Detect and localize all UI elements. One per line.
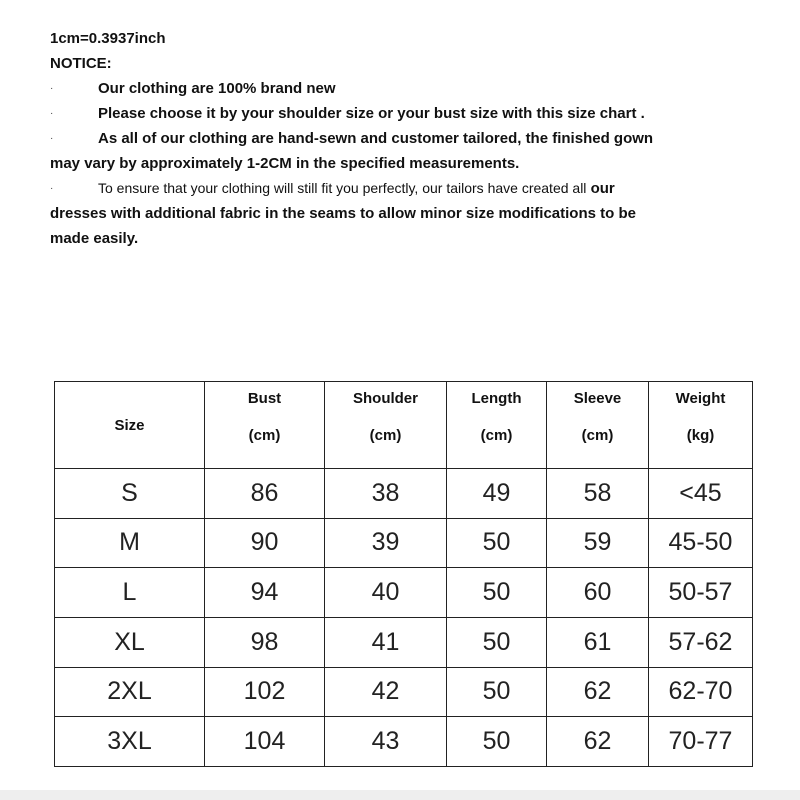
cell-bust: 90 [205, 518, 325, 568]
column-unit: (cm) [581, 427, 614, 444]
column-name: Weight [675, 390, 726, 407]
column-header-shoulder [325, 382, 447, 469]
cell-size: XL [55, 617, 205, 667]
cell-size: 3XL [55, 717, 205, 767]
notice-text: Our clothing are 100% brand new [98, 80, 336, 97]
cell-weight: 70-77 [649, 717, 753, 767]
cell-length: 50 [447, 717, 547, 767]
table-row [55, 667, 753, 717]
cell-shoulder: 39 [325, 518, 447, 568]
cell-sleeve: 61 [547, 617, 649, 667]
column-header-sleeve [547, 382, 649, 469]
cell-weight: 45-50 [649, 518, 753, 568]
cell-length: 50 [447, 568, 547, 618]
cell-weight: 50-57 [649, 568, 753, 618]
cell-bust: 94 [205, 568, 325, 618]
column-unit: (cm) [480, 427, 513, 444]
notice-text: Please choose it by your shoulder size or your bust size with this size chart . [98, 105, 645, 122]
notice-continuation: may vary by approximately 1-2CM in the specified measurements. [50, 155, 520, 172]
notice-item [50, 126, 750, 151]
notice-item [50, 76, 750, 101]
cell-length: 50 [447, 667, 547, 717]
cell-weight: 62-70 [649, 667, 753, 717]
notice-item [50, 101, 750, 126]
cell-size: L [55, 568, 205, 618]
unit-conversion: 1cm=0.3937inch [50, 30, 166, 47]
cell-size: S [55, 469, 205, 519]
column-unit: (cm) [369, 427, 402, 444]
column-unit: (cm) [248, 427, 281, 444]
cell-shoulder: 38 [325, 469, 447, 519]
cell-shoulder: 42 [325, 667, 447, 717]
notice-heading: NOTICE: [50, 55, 112, 72]
column-header-length [447, 382, 547, 469]
notice-continuation: made easily. [50, 230, 139, 247]
cell-bust: 98 [205, 617, 325, 667]
cell-bust: 102 [205, 667, 325, 717]
column-header-size [55, 382, 205, 469]
cell-weight: 57-62 [649, 617, 753, 667]
cell-bust: 104 [205, 717, 325, 767]
cell-weight: <45 [649, 469, 753, 519]
cell-sleeve: 60 [547, 568, 649, 618]
notice-item [50, 176, 750, 201]
cell-size: M [55, 518, 205, 568]
cell-sleeve: 59 [547, 518, 649, 568]
table-row [55, 469, 753, 519]
bullet: · [50, 183, 54, 194]
cell-length: 49 [447, 469, 547, 519]
table-header-row [55, 382, 753, 469]
column-name: Length [471, 390, 522, 407]
cell-length: 50 [447, 518, 547, 568]
notice-text: As all of our clothing are hand-sewn and customer tailored, the finished gown [98, 130, 654, 147]
column-header-bust [205, 382, 325, 469]
cell-shoulder: 41 [325, 617, 447, 667]
table-row [55, 568, 753, 618]
size-chart-table [54, 381, 753, 767]
column-name: Size [114, 416, 145, 434]
table-row [55, 717, 753, 767]
notice-text-light: To ensure that your clothing will still fit you perfectly, our tailors have created all [98, 180, 587, 196]
column-header-weight [649, 382, 753, 469]
bullet: · [50, 108, 54, 119]
cell-sleeve: 62 [547, 717, 649, 767]
table-row [55, 518, 753, 568]
cell-shoulder: 43 [325, 717, 447, 767]
column-name: Shoulder [352, 390, 418, 407]
cell-length: 50 [447, 617, 547, 667]
column-name: Bust [247, 390, 282, 407]
cell-sleeve: 62 [547, 667, 649, 717]
cell-shoulder: 40 [325, 568, 447, 618]
bullet: · [50, 133, 54, 144]
notice-text: our [590, 180, 615, 197]
notice-section [50, 26, 750, 251]
bullet: · [50, 83, 54, 94]
cell-bust: 86 [205, 469, 325, 519]
bottom-strip [0, 790, 800, 800]
cell-sleeve: 58 [547, 469, 649, 519]
cell-size: 2XL [55, 667, 205, 717]
column-unit: (kg) [686, 427, 715, 444]
table-row [55, 617, 753, 667]
notice-continuation: dresses with additional fabric in the seams to allow minor size modifications to be [50, 205, 636, 222]
column-name: Sleeve [573, 390, 622, 407]
